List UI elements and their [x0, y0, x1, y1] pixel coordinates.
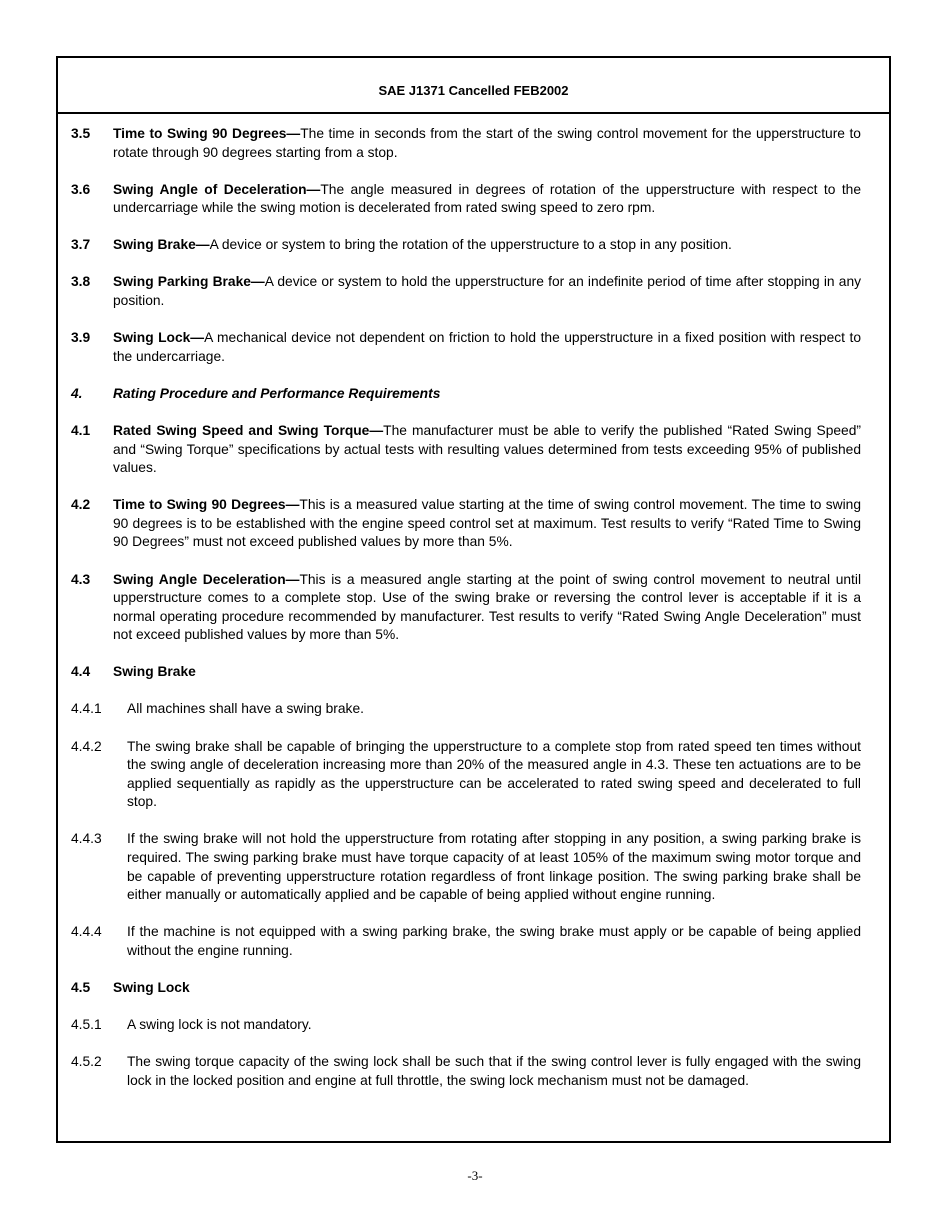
section-text: The swing torque capacity of the swing lock shall be such that if the swing control lever is fully engaged with the swing lock in the locked position and engine at full throttle, the swing lock mechanism must not be damaged. — [127, 1054, 861, 1088]
section-number: 4.2 — [71, 497, 91, 513]
section-term: Time to Swing 90 Degrees— — [113, 126, 301, 141]
section-text: A mechanical device not dependent on friction to hold the upperstructure in a fixed position with respect to the undercarriage. — [113, 330, 861, 364]
section-subheading: Swing Brake — [113, 664, 196, 680]
section-4-3 — [71, 571, 861, 645]
section-number: 4.5.1 — [71, 1017, 102, 1033]
section-3-9 — [71, 329, 861, 366]
section-number: 4.1 — [71, 422, 91, 438]
section-number: 4.4.2 — [71, 738, 102, 754]
section-4-4 — [71, 663, 861, 682]
section-text: This is a measured angle starting at the point of swing control movement to neutral until upperstructure comes to a complete stop. Use of the swing brake or reversing the control lever is acceptable if it is a normal operating procedure recommended by manufacturer. Test results to verify “Rated Swing Angle Deceleration” must not exceed published values by more than 5%. — [113, 571, 862, 643]
section-4-5 — [71, 979, 861, 998]
section-term: Swing Lock— — [113, 330, 205, 346]
section-text: If the machine is not equipped with a swing parking brake, the swing brake must apply or be capable of being applied without the engine running. — [127, 924, 861, 958]
document-header — [58, 58, 889, 114]
section-4-4-2 — [71, 738, 861, 812]
section-number: 4.4.3 — [71, 831, 102, 847]
section-heading: Rating Procedure and Performance Requirements — [113, 385, 441, 401]
section-term: Rated Swing Speed and Swing Torque— — [113, 422, 384, 438]
section-3-7 — [71, 236, 861, 255]
section-number: 3.6 — [71, 181, 91, 197]
section-text: The swing brake shall be capable of bringing the upperstructure to a complete stop from rated speed ten times without the swing angle of deceleration increasing more than 20% of the measured angle in 4.3. These ten actuations are to be applied sequentially as rapidly as the upperstructure can be accelerated to rated swing speed and decelerated to full stop. — [127, 738, 861, 810]
section-text: A device or system to bring the rotation of the upperstructure to a stop in any position. — [209, 237, 732, 253]
section-4-heading — [71, 385, 861, 404]
section-number: 4.4 — [71, 664, 91, 680]
document-title: SAE J1371 Cancelled FEB2002 — [378, 82, 569, 98]
section-number: 4. — [71, 385, 83, 401]
section-number: 3.7 — [71, 237, 91, 253]
section-term: Swing Angle Deceleration— — [113, 571, 300, 587]
section-number: 4.4.1 — [71, 701, 102, 717]
section-4-5-1 — [71, 1016, 861, 1035]
section-term: Swing Brake— — [113, 237, 210, 253]
section-term: Time to Swing 90 Degrees— — [113, 497, 300, 513]
document-body — [58, 114, 889, 1090]
section-3-8 — [71, 273, 861, 310]
section-4-4-1 — [71, 700, 861, 719]
section-text: This is a measured value starting at the time of swing control movement. The time to swing 90 degrees is to be established with the engine speed control set at maximum. Test results to verify “Rated Time to Swing 90 Degrees” must not exceed published values by more than 5%. — [113, 497, 861, 550]
page-frame — [56, 56, 891, 1143]
section-number: 4.5.2 — [71, 1054, 102, 1070]
section-number: 4.5 — [71, 980, 91, 995]
section-4-1 — [71, 422, 861, 478]
page-number: -3- — [467, 1168, 483, 1183]
section-4-5-2 — [71, 1053, 861, 1090]
section-number: 4.3 — [71, 571, 91, 587]
section-term: Swing Angle of Deceleration— — [113, 181, 321, 197]
section-text: The time in seconds from the start of the swing control movement for the upperstructure to rotate through 90 degrees starting from a stop. — [113, 126, 861, 160]
section-term: Swing Parking Brake— — [113, 274, 265, 290]
section-4-2 — [71, 496, 861, 552]
section-subheading: Swing Lock — [113, 980, 190, 995]
section-number: 3.5 — [71, 126, 91, 141]
section-text: All machines shall have a swing brake. — [127, 701, 364, 717]
section-number: 3.9 — [71, 330, 91, 346]
section-4-4-3 — [71, 830, 861, 904]
section-text: If the swing brake will not hold the upperstructure from rotating after stopping in any position, a swing parking brake is required. The swing parking brake must have torque capacity of at least 105% of the maximum swing motor torque and be capable of preventing upperstructure rotation regardless of front linkage position. The swing parking brake shall be either manually or automatically applied and be capable of being applied without engine running. — [127, 831, 861, 903]
section-text: A device or system to hold the upperstructure for an indefinite period of time after stopping in any position. — [113, 274, 862, 309]
section-text: The angle measured in degrees of rotation of the upperstructure with respect to the undercarriage while the swing motion is decelerated from rated swing speed to zero rpm. — [113, 181, 862, 216]
section-number: 4.4.4 — [71, 924, 102, 940]
section-3-6 — [71, 181, 861, 218]
section-3-5 — [71, 125, 861, 162]
section-number: 3.8 — [71, 274, 91, 290]
section-text: A swing lock is not mandatory. — [127, 1017, 312, 1033]
section-text: The manufacturer must be able to verify the published “Rated Swing Speed” and “Swing Torque” specifications by actual tests with resulting values determined from tests exceeding 95% of published values. — [113, 422, 861, 476]
section-4-4-4 — [71, 923, 861, 960]
